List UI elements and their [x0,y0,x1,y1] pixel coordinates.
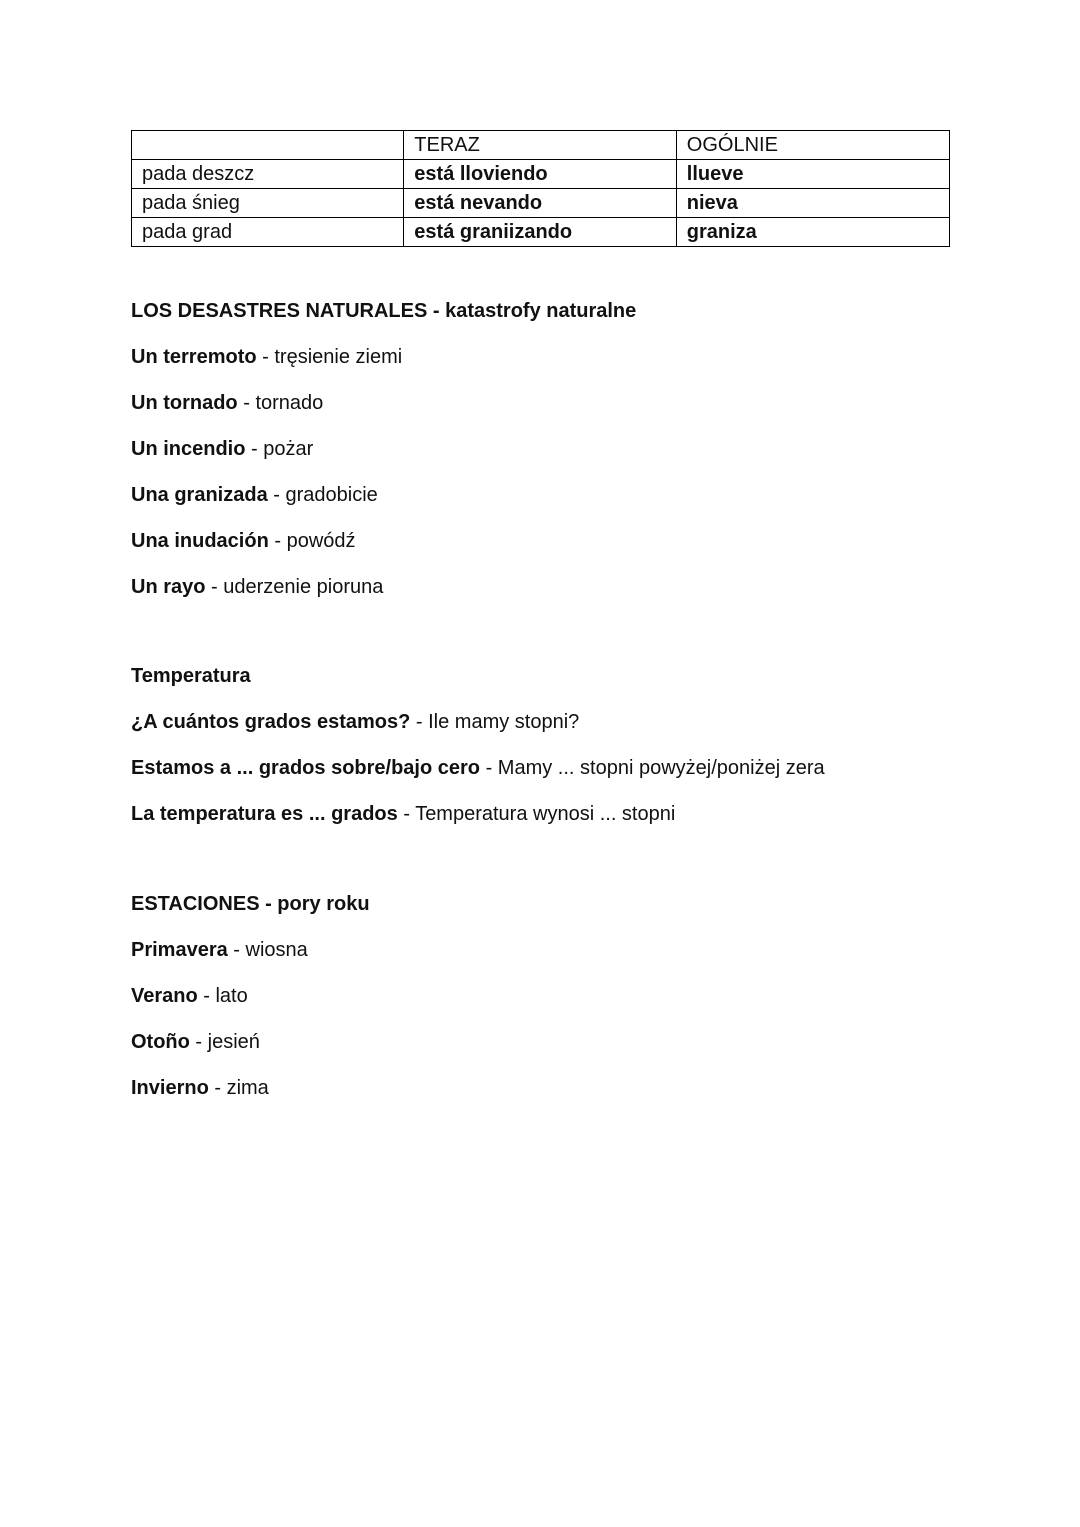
term: Un incendio [131,438,246,460]
separator: - [197,985,216,1007]
meaning: powódź [286,530,356,552]
term: Una granizada [131,484,268,506]
cell-general: nieva [676,189,949,218]
cell-now: está lloviendo [404,160,677,189]
list-item [131,984,951,1030]
header-cell-general: OGÓLNIE [676,131,949,160]
meaning: wiosna [245,939,308,961]
cell-general: graniza [676,218,949,247]
table-row [132,189,950,218]
document-page [131,130,951,1099]
separator: - [256,346,275,368]
term: Otoño [131,1031,190,1053]
list-item [131,1030,951,1076]
separator: - [267,484,286,506]
cell-polish: pada śnieg [132,189,404,218]
separator: - [227,939,246,961]
term: Verano [131,985,198,1007]
term: Una inudación [131,530,269,552]
term: Un rayo [131,576,206,598]
list-item [131,575,951,621]
weather-table [131,130,950,247]
meaning: lato [215,985,248,1007]
separator: - [205,576,224,598]
meaning: pożar [263,438,314,460]
list-item [131,938,951,984]
meaning: Ile mamy stopni? [428,711,580,733]
table-header-row [132,131,950,160]
meaning: Mamy ... stopni powyżej/poniżej zera [497,757,825,779]
cell-now: está graniizando [404,218,677,247]
meaning: zima [226,1077,269,1099]
term: Un tornado [131,392,238,414]
header-cell-empty [132,131,404,160]
separator: - [237,392,256,414]
list-item [131,756,951,802]
term: ¿A cuántos grados estamos? [131,711,411,733]
cell-polish: pada grad [132,218,404,247]
meaning: gradobicie [285,484,378,506]
list-item [131,391,951,437]
section-heading: LOS DESASTRES NATURALES - katastrofy naturalne [131,300,637,322]
table-row [132,218,950,247]
separator: - [245,438,264,460]
list-item [131,437,951,483]
meaning: jesień [207,1031,260,1053]
separator: - [397,803,416,825]
list-item [131,710,951,756]
separator: - [480,757,498,779]
term: Estamos a ... grados sobre/bajo cero [131,757,481,779]
cell-general: llueve [676,160,949,189]
meaning: tręsienie ziemi [274,346,403,368]
list-item [131,1076,951,1122]
separator: - [208,1077,227,1099]
cell-now: está nevando [404,189,677,218]
separator: - [410,711,429,733]
meaning: tornado [255,392,324,414]
list-item [131,345,951,391]
separator: - [268,530,287,552]
table-row [132,160,950,189]
term: Un terremoto [131,346,257,368]
meaning: uderzenie pioruna [223,576,384,598]
term: La temperatura es ... grados [131,803,398,825]
list-item [131,483,951,529]
list-item [131,802,951,848]
cell-polish: pada deszcz [132,160,404,189]
term: Invierno [131,1077,209,1099]
section-heading: Temperatura [131,665,251,687]
separator: - [189,1031,208,1053]
disasters-section [131,299,951,621]
section-heading: ESTACIONES - pory roku [131,893,370,915]
meaning: Temperatura wynosi ... stopni [415,803,676,825]
header-cell-now: TERAZ [404,131,677,160]
term: Primavera [131,939,228,961]
list-item [131,529,951,575]
seasons-section [131,892,951,1122]
temperature-section [131,664,951,848]
